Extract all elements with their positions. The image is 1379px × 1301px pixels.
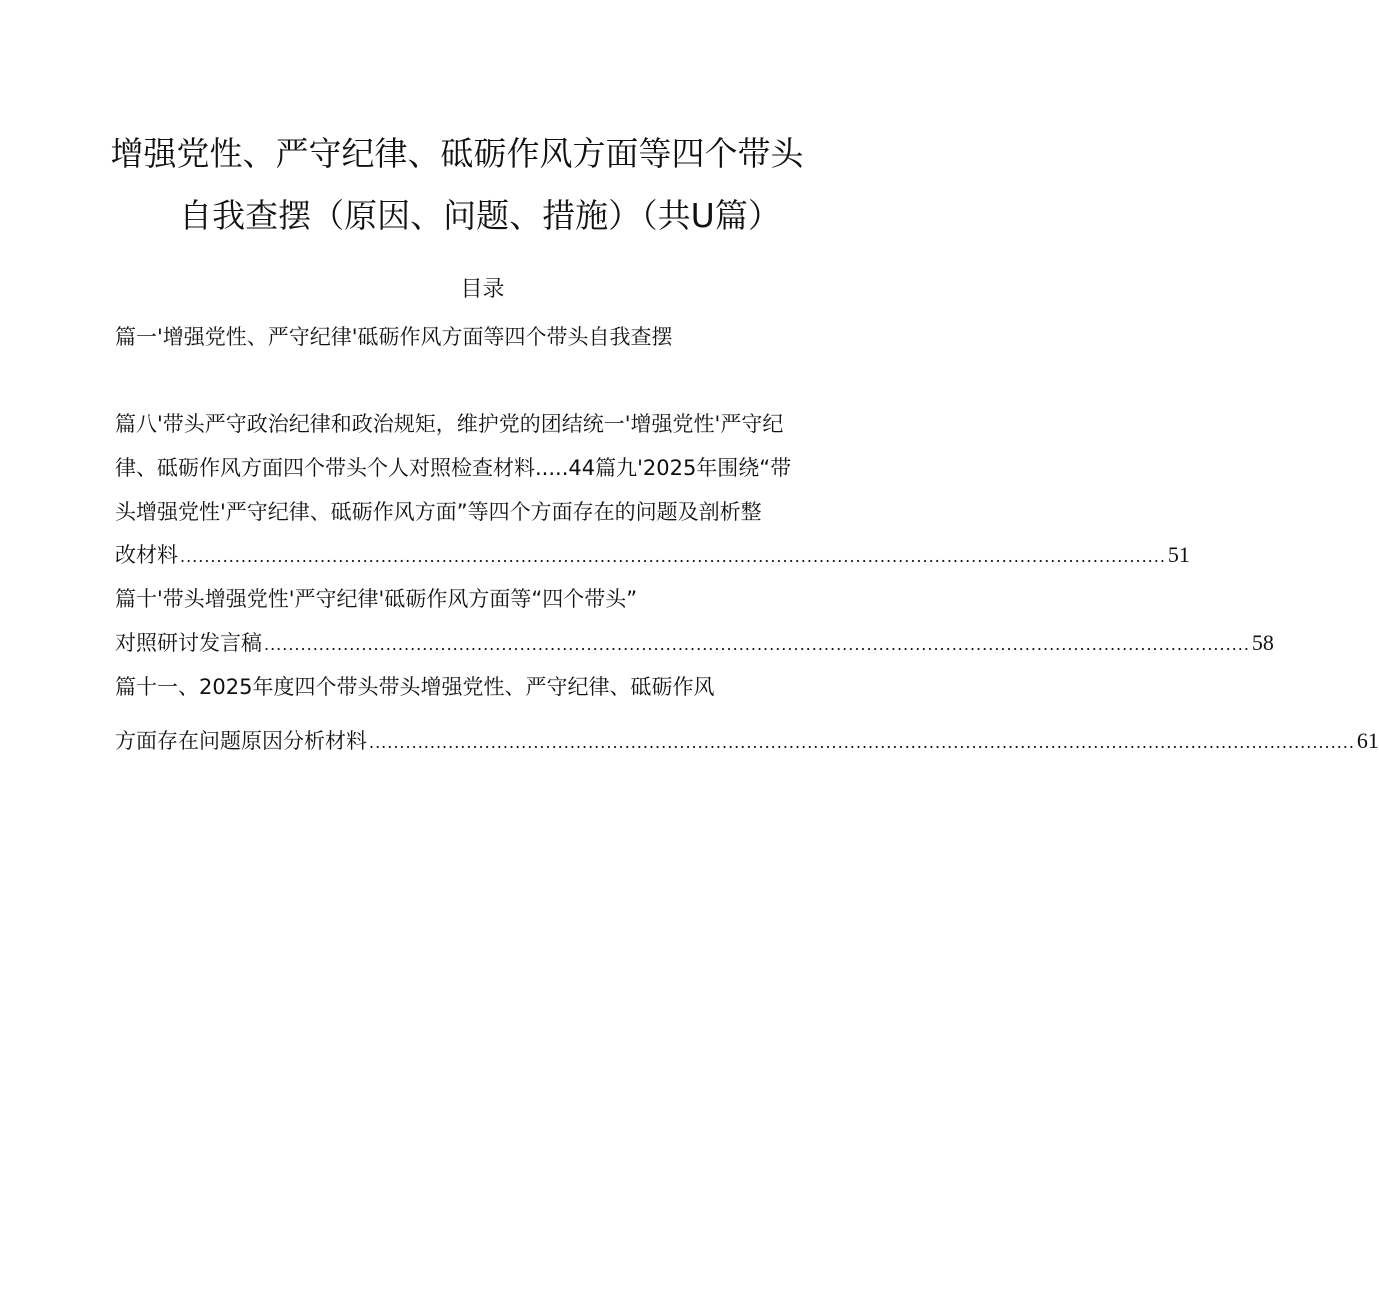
toc-entry-4-leader[interactable]: [115, 726, 1379, 756]
toc-entry-1-line-1[interactable]: 篇一'增强党性、严守纪律'砥砺作风方面等四个带头自我查摆: [115, 325, 673, 349]
toc-entry-2-leader[interactable]: [115, 540, 1190, 570]
toc-entry-3-line-2: 对照研讨发言稿: [115, 631, 262, 655]
toc-heading: 目录: [460, 277, 505, 302]
toc-entry-4-line-1[interactable]: 篇十一、2025年度四个带头带头增强党性、严守纪律、砥砺作风: [115, 675, 715, 699]
toc-entry-2-line-4: 改材料: [115, 543, 178, 567]
toc-entry-3-leader[interactable]: [115, 628, 1274, 658]
document-title-line-1: 增强党性、严守纪律、砥砺作风方面等四个带头: [110, 134, 804, 173]
toc-entry-2-line-3[interactable]: 头增强党性'严守纪律、砥砺作风方面”等四个方面存在的问题及剖析整: [115, 500, 762, 524]
dot-leader: ..................................................................................................................................................................: [264, 635, 1250, 654]
dot-leader: ..................................................................................................................................................................: [369, 733, 1355, 752]
document-title-line-2: 自我查摆（原因、问题、措施）（共U篇）: [179, 196, 781, 235]
dot-leader: ..................................................................................................................................................................: [180, 547, 1166, 566]
toc-entry-3-line-1[interactable]: 篇十'带头增强党性'严守纪律'砥砺作风方面等“四个带头”: [115, 587, 638, 611]
toc-entry-2-line-1[interactable]: 篇八'带头严守政治纪律和政治规矩，维护党的团结统一'增强党性'严守纪: [115, 412, 784, 436]
toc-entry-2-line-2[interactable]: 律、砥砺作风方面四个带头个人对照检查材料.....44篇九'2025年围绕“带: [115, 456, 792, 480]
toc-entry-4-page: 61: [1356, 728, 1379, 753]
toc-entry-4-line-2: 方面存在问题原因分析材料: [115, 729, 367, 753]
toc-entry-2-page: 51: [1167, 542, 1190, 567]
toc-entry-3-page: 58: [1251, 630, 1274, 655]
